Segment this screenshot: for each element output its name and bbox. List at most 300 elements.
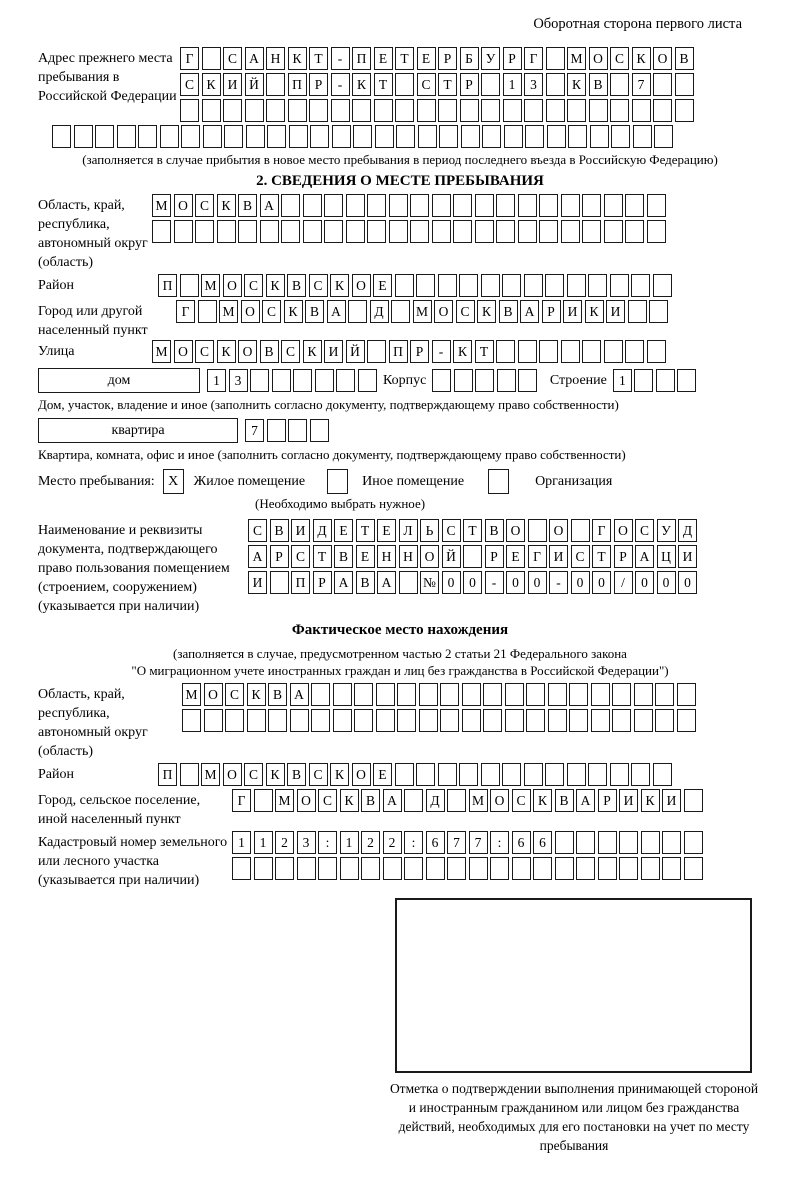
char-box[interactable]: Г — [232, 789, 251, 812]
char-box[interactable]: С — [180, 73, 199, 96]
char-box[interactable] — [619, 831, 638, 854]
char-box[interactable] — [567, 99, 586, 122]
char-box[interactable]: У — [657, 519, 676, 542]
char-box[interactable] — [571, 519, 590, 542]
char-box[interactable] — [546, 99, 565, 122]
char-box[interactable] — [545, 274, 564, 297]
char-box[interactable] — [610, 99, 629, 122]
char-box[interactable] — [416, 763, 435, 786]
char-box[interactable] — [548, 709, 567, 732]
char-box[interactable] — [453, 220, 472, 243]
char-box[interactable] — [496, 220, 515, 243]
char-box[interactable]: 0 — [678, 571, 697, 594]
char-box[interactable]: Р — [270, 545, 289, 568]
char-box[interactable] — [654, 125, 673, 148]
char-box[interactable]: К — [266, 274, 285, 297]
char-box[interactable] — [95, 125, 114, 148]
char-box[interactable]: - — [432, 340, 451, 363]
char-box[interactable] — [426, 857, 445, 880]
char-box[interactable] — [281, 220, 300, 243]
char-box[interactable] — [439, 125, 458, 148]
char-box[interactable] — [546, 47, 565, 70]
char-box[interactable] — [503, 99, 522, 122]
char-box[interactable] — [266, 73, 285, 96]
char-box[interactable]: О — [223, 274, 242, 297]
char-box[interactable] — [389, 220, 408, 243]
char-box[interactable] — [496, 194, 515, 217]
char-box[interactable] — [246, 125, 265, 148]
char-box[interactable] — [604, 194, 623, 217]
char-box[interactable] — [238, 220, 257, 243]
char-box[interactable]: К — [202, 73, 221, 96]
char-box[interactable] — [419, 709, 438, 732]
char-box[interactable] — [309, 99, 328, 122]
char-box[interactable]: 1 — [207, 369, 226, 392]
char-box[interactable]: И — [619, 789, 638, 812]
char-box[interactable]: Р — [503, 47, 522, 70]
char-box[interactable] — [647, 194, 666, 217]
char-box[interactable]: В — [305, 300, 324, 323]
char-box[interactable] — [461, 125, 480, 148]
char-box[interactable]: 1 — [340, 831, 359, 854]
char-box[interactable]: С — [309, 274, 328, 297]
char-box[interactable] — [483, 709, 502, 732]
char-box[interactable] — [395, 763, 414, 786]
char-box[interactable] — [202, 47, 221, 70]
char-box[interactable]: И — [291, 519, 310, 542]
char-box[interactable]: 7 — [469, 831, 488, 854]
char-box[interactable] — [647, 340, 666, 363]
char-box[interactable] — [463, 545, 482, 568]
char-box[interactable]: Р — [614, 545, 633, 568]
char-box[interactable] — [649, 300, 668, 323]
char-box[interactable]: Е — [334, 519, 353, 542]
char-box[interactable] — [582, 220, 601, 243]
char-box[interactable]: 7 — [447, 831, 466, 854]
char-box[interactable]: О — [653, 47, 672, 70]
char-box[interactable]: Г — [592, 519, 611, 542]
char-box[interactable] — [418, 125, 437, 148]
char-box[interactable]: Л — [399, 519, 418, 542]
char-box[interactable] — [270, 571, 289, 594]
char-box[interactable]: Н — [399, 545, 418, 568]
checkbox-org[interactable] — [488, 469, 509, 494]
char-box[interactable] — [52, 125, 71, 148]
char-box[interactable] — [438, 99, 457, 122]
char-box[interactable] — [502, 763, 521, 786]
char-box[interactable]: М — [469, 789, 488, 812]
char-box[interactable] — [160, 125, 179, 148]
char-box[interactable] — [582, 340, 601, 363]
char-box[interactable] — [417, 99, 436, 122]
char-box[interactable]: С — [225, 683, 244, 706]
char-box[interactable] — [332, 125, 351, 148]
char-box[interactable] — [310, 125, 329, 148]
char-box[interactable] — [497, 369, 516, 392]
char-box[interactable] — [346, 194, 365, 217]
char-box[interactable] — [288, 99, 307, 122]
char-box[interactable] — [266, 99, 285, 122]
char-box[interactable] — [567, 274, 586, 297]
char-box[interactable] — [518, 220, 537, 243]
char-box[interactable] — [604, 220, 623, 243]
char-box[interactable]: М — [567, 47, 586, 70]
char-box[interactable] — [395, 99, 414, 122]
char-box[interactable] — [432, 220, 451, 243]
char-box[interactable] — [555, 857, 574, 880]
char-box[interactable] — [367, 340, 386, 363]
char-box[interactable] — [677, 369, 696, 392]
char-box[interactable] — [677, 683, 696, 706]
char-box[interactable]: С — [248, 519, 267, 542]
char-box[interactable] — [588, 763, 607, 786]
char-box[interactable] — [612, 683, 631, 706]
char-box[interactable]: 6 — [512, 831, 531, 854]
char-box[interactable] — [528, 519, 547, 542]
char-box[interactable] — [481, 274, 500, 297]
char-box[interactable] — [396, 125, 415, 148]
char-box[interactable] — [447, 857, 466, 880]
char-box[interactable] — [354, 709, 373, 732]
char-box[interactable] — [376, 709, 395, 732]
char-box[interactable] — [399, 571, 418, 594]
char-box[interactable]: - — [331, 47, 350, 70]
char-box[interactable]: О — [490, 789, 509, 812]
char-box[interactable]: Р — [460, 73, 479, 96]
char-box[interactable] — [138, 125, 157, 148]
char-box[interactable] — [610, 274, 629, 297]
char-box[interactable]: К — [330, 763, 349, 786]
char-box[interactable]: : — [318, 831, 337, 854]
char-box[interactable]: 3 — [524, 73, 543, 96]
char-box[interactable]: Й — [245, 73, 264, 96]
char-box[interactable] — [625, 194, 644, 217]
char-box[interactable] — [397, 709, 416, 732]
char-box[interactable] — [518, 194, 537, 217]
char-box[interactable] — [254, 857, 273, 880]
char-box[interactable] — [376, 683, 395, 706]
char-box[interactable]: В — [361, 789, 380, 812]
char-box[interactable]: И — [606, 300, 625, 323]
char-box[interactable] — [481, 763, 500, 786]
char-box[interactable]: Т — [395, 47, 414, 70]
char-box[interactable]: Р — [410, 340, 429, 363]
char-box[interactable]: О — [614, 519, 633, 542]
char-box[interactable] — [410, 220, 429, 243]
char-box[interactable] — [117, 125, 136, 148]
char-box[interactable] — [482, 125, 501, 148]
char-box[interactable]: К — [266, 763, 285, 786]
char-box[interactable]: Р — [309, 73, 328, 96]
char-box[interactable]: М — [201, 274, 220, 297]
char-box[interactable]: С — [512, 789, 531, 812]
char-box[interactable] — [567, 763, 586, 786]
char-box[interactable] — [653, 73, 672, 96]
char-box[interactable]: К — [641, 789, 660, 812]
char-box[interactable]: В — [555, 789, 574, 812]
char-box[interactable] — [395, 274, 414, 297]
char-box[interactable] — [375, 125, 394, 148]
char-box[interactable] — [505, 683, 524, 706]
char-box[interactable]: К — [340, 789, 359, 812]
char-box[interactable]: 0 — [442, 571, 461, 594]
char-box[interactable] — [582, 194, 601, 217]
char-box[interactable] — [352, 99, 371, 122]
char-box[interactable] — [653, 763, 672, 786]
char-box[interactable] — [358, 369, 377, 392]
char-box[interactable] — [481, 73, 500, 96]
char-box[interactable] — [545, 763, 564, 786]
char-box[interactable]: Д — [678, 519, 697, 542]
char-box[interactable]: К — [477, 300, 496, 323]
char-box[interactable]: Т — [592, 545, 611, 568]
char-box[interactable] — [367, 194, 386, 217]
char-box[interactable] — [174, 220, 193, 243]
char-box[interactable]: 0 — [657, 571, 676, 594]
char-box[interactable]: Т — [374, 73, 393, 96]
char-box[interactable]: А — [377, 571, 396, 594]
char-box[interactable] — [539, 220, 558, 243]
char-box[interactable]: Г — [524, 47, 543, 70]
char-box[interactable] — [454, 369, 473, 392]
char-box[interactable] — [555, 831, 574, 854]
char-box[interactable] — [641, 857, 660, 880]
char-box[interactable]: О — [204, 683, 223, 706]
char-box[interactable] — [333, 709, 352, 732]
char-box[interactable]: № — [420, 571, 439, 594]
char-box[interactable]: 1 — [613, 369, 632, 392]
char-box[interactable] — [331, 99, 350, 122]
char-box[interactable] — [250, 369, 269, 392]
char-box[interactable]: 2 — [275, 831, 294, 854]
char-box[interactable]: 1 — [232, 831, 251, 854]
checkbox-inoe[interactable] — [327, 469, 348, 494]
char-box[interactable]: О — [223, 763, 242, 786]
char-box[interactable] — [589, 99, 608, 122]
char-box[interactable] — [303, 194, 322, 217]
char-box[interactable] — [438, 274, 457, 297]
char-box[interactable]: 6 — [533, 831, 552, 854]
char-box[interactable] — [303, 220, 322, 243]
char-box[interactable] — [547, 125, 566, 148]
char-box[interactable]: 1 — [254, 831, 273, 854]
char-box[interactable]: 7 — [245, 419, 264, 442]
char-box[interactable]: О — [174, 340, 193, 363]
char-box[interactable] — [383, 857, 402, 880]
char-box[interactable]: К — [585, 300, 604, 323]
char-box[interactable] — [684, 857, 703, 880]
char-box[interactable]: П — [158, 274, 177, 297]
char-box[interactable] — [496, 340, 515, 363]
char-box[interactable]: 2 — [383, 831, 402, 854]
char-box[interactable] — [633, 125, 652, 148]
char-box[interactable]: В — [499, 300, 518, 323]
char-box[interactable]: Д — [313, 519, 332, 542]
char-box[interactable] — [524, 274, 543, 297]
char-box[interactable] — [526, 709, 545, 732]
char-box[interactable]: Е — [506, 545, 525, 568]
char-box[interactable]: В — [675, 47, 694, 70]
char-box[interactable]: К — [217, 340, 236, 363]
char-box[interactable] — [625, 340, 644, 363]
char-box[interactable] — [318, 857, 337, 880]
char-box[interactable]: Й — [346, 340, 365, 363]
char-box[interactable] — [475, 220, 494, 243]
char-box[interactable] — [340, 857, 359, 880]
char-box[interactable] — [404, 857, 423, 880]
char-box[interactable]: Г — [176, 300, 195, 323]
char-box[interactable] — [518, 369, 537, 392]
char-box[interactable] — [628, 300, 647, 323]
char-box[interactable]: К — [288, 47, 307, 70]
char-box[interactable]: Т — [463, 519, 482, 542]
char-box[interactable] — [590, 125, 609, 148]
char-box[interactable]: О — [297, 789, 316, 812]
char-box[interactable]: : — [404, 831, 423, 854]
char-box[interactable]: В — [356, 571, 375, 594]
char-box[interactable]: Н — [266, 47, 285, 70]
char-box[interactable]: И — [549, 545, 568, 568]
char-box[interactable] — [204, 709, 223, 732]
char-box[interactable] — [525, 125, 544, 148]
char-box[interactable]: М — [152, 194, 171, 217]
char-box[interactable]: 2 — [361, 831, 380, 854]
char-box[interactable] — [524, 99, 543, 122]
char-box[interactable]: С — [635, 519, 654, 542]
char-box[interactable] — [268, 709, 287, 732]
char-box[interactable]: П — [158, 763, 177, 786]
char-box[interactable]: С — [223, 47, 242, 70]
char-box[interactable] — [324, 220, 343, 243]
char-box[interactable]: А — [260, 194, 279, 217]
char-box[interactable] — [569, 709, 588, 732]
char-box[interactable] — [512, 857, 531, 880]
char-box[interactable]: В — [238, 194, 257, 217]
char-box[interactable] — [631, 274, 650, 297]
char-box[interactable] — [181, 125, 200, 148]
char-box[interactable]: М — [201, 763, 220, 786]
char-box[interactable]: Й — [442, 545, 461, 568]
char-box[interactable]: О — [589, 47, 608, 70]
char-box[interactable] — [447, 789, 466, 812]
char-box[interactable] — [588, 274, 607, 297]
char-box[interactable]: А — [520, 300, 539, 323]
char-box[interactable] — [526, 683, 545, 706]
char-box[interactable]: К — [453, 340, 472, 363]
char-box[interactable] — [655, 683, 674, 706]
char-box[interactable]: О — [434, 300, 453, 323]
char-box[interactable]: К — [217, 194, 236, 217]
char-box[interactable] — [203, 125, 222, 148]
char-box[interactable] — [416, 274, 435, 297]
char-box[interactable] — [653, 274, 672, 297]
char-box[interactable] — [297, 857, 316, 880]
char-box[interactable]: Т — [313, 545, 332, 568]
char-box[interactable]: С — [318, 789, 337, 812]
char-box[interactable] — [524, 763, 543, 786]
char-box[interactable] — [576, 831, 595, 854]
char-box[interactable] — [440, 683, 459, 706]
char-box[interactable]: С — [281, 340, 300, 363]
char-box[interactable] — [336, 369, 355, 392]
char-box[interactable]: 0 — [528, 571, 547, 594]
char-box[interactable] — [290, 709, 309, 732]
char-box[interactable]: Н — [377, 545, 396, 568]
char-box[interactable]: К — [303, 340, 322, 363]
char-box[interactable] — [591, 709, 610, 732]
char-box[interactable]: С — [244, 763, 263, 786]
char-box[interactable]: Д — [426, 789, 445, 812]
char-box[interactable]: У — [481, 47, 500, 70]
char-box[interactable] — [675, 73, 694, 96]
char-box[interactable]: С — [309, 763, 328, 786]
char-box[interactable] — [561, 220, 580, 243]
char-box[interactable] — [333, 683, 352, 706]
char-box[interactable]: С — [442, 519, 461, 542]
char-box[interactable]: П — [389, 340, 408, 363]
char-box[interactable]: : — [490, 831, 509, 854]
char-box[interactable]: Р — [485, 545, 504, 568]
char-box[interactable] — [293, 369, 312, 392]
char-box[interactable]: 6 — [426, 831, 445, 854]
char-box[interactable]: Е — [417, 47, 436, 70]
char-box[interactable]: М — [219, 300, 238, 323]
char-box[interactable]: А — [248, 545, 267, 568]
char-box[interactable] — [225, 709, 244, 732]
char-box[interactable]: С — [417, 73, 436, 96]
char-box[interactable]: 3 — [229, 369, 248, 392]
char-box[interactable]: Т — [356, 519, 375, 542]
char-box[interactable]: О — [506, 519, 525, 542]
char-box[interactable] — [569, 683, 588, 706]
char-box[interactable]: Е — [373, 274, 392, 297]
char-box[interactable]: 0 — [506, 571, 525, 594]
char-box[interactable]: С — [262, 300, 281, 323]
char-box[interactable]: 7 — [632, 73, 651, 96]
char-box[interactable] — [247, 709, 266, 732]
char-box[interactable]: 0 — [592, 571, 611, 594]
char-box[interactable]: И — [662, 789, 681, 812]
char-box[interactable] — [324, 194, 343, 217]
checkbox-zhiloe[interactable]: X — [163, 469, 184, 494]
char-box[interactable]: - — [485, 571, 504, 594]
char-box[interactable]: П — [291, 571, 310, 594]
char-box[interactable] — [419, 683, 438, 706]
char-box[interactable]: А — [290, 683, 309, 706]
char-box[interactable]: О — [241, 300, 260, 323]
char-box[interactable]: В — [485, 519, 504, 542]
char-box[interactable]: - — [549, 571, 568, 594]
char-box[interactable] — [245, 99, 264, 122]
char-box[interactable]: И — [324, 340, 343, 363]
char-box[interactable] — [462, 683, 481, 706]
char-box[interactable]: К — [352, 73, 371, 96]
char-box[interactable] — [289, 125, 308, 148]
char-box[interactable] — [653, 99, 672, 122]
char-box[interactable] — [505, 709, 524, 732]
char-box[interactable]: М — [152, 340, 171, 363]
char-box[interactable]: А — [383, 789, 402, 812]
char-box[interactable] — [675, 99, 694, 122]
char-box[interactable] — [202, 99, 221, 122]
char-box[interactable]: К — [330, 274, 349, 297]
char-box[interactable]: Р — [438, 47, 457, 70]
char-box[interactable] — [438, 763, 457, 786]
char-box[interactable]: Г — [528, 545, 547, 568]
char-box[interactable] — [576, 857, 595, 880]
char-box[interactable] — [634, 683, 653, 706]
char-box[interactable]: Е — [374, 47, 393, 70]
